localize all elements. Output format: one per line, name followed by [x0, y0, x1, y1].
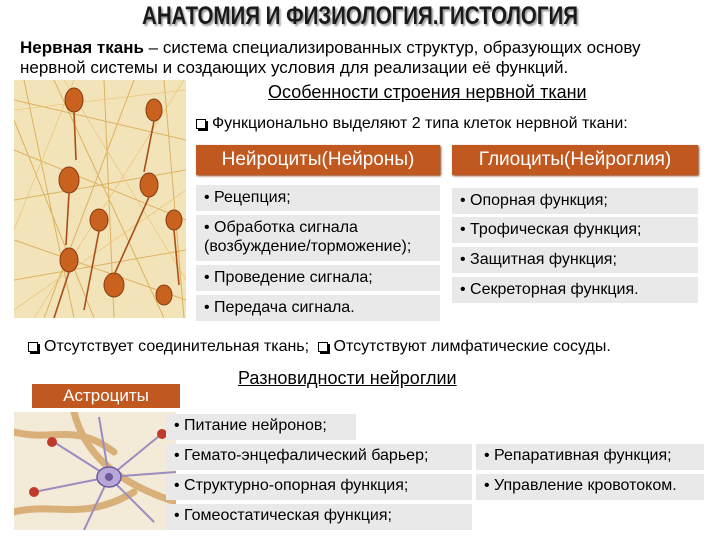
- checkbox-bullet-icon: [28, 342, 38, 352]
- page-title: АНАТОМИЯ И ФИЗИОЛОГИЯ.ГИСТОЛОГИЯ: [142, 2, 578, 30]
- astro-function-5: • Репаративная функция;: [476, 444, 704, 470]
- glia-function-4: • Секреторная функция.: [452, 277, 698, 303]
- astrocyte-image: [14, 412, 176, 530]
- astro-function-2: • Гемато-энцефалический барьер;: [166, 444, 472, 470]
- neurons-header: Нейроциты(Нейроны): [196, 145, 440, 175]
- neuron-function-1: • Рецепция;: [196, 185, 440, 211]
- astro-function-1: • Питание нейронов;: [166, 414, 356, 440]
- astrocytes-label: Астроциты: [32, 384, 180, 408]
- checkbox-bullet-icon: [318, 342, 328, 352]
- section-structure-title: Особенности строения нервной ткани: [268, 82, 587, 102]
- absent-structures-line: [28, 338, 718, 356]
- glia-function-3: • Защитная функция;: [452, 247, 698, 273]
- glia-function-2: • Трофическая функция;: [452, 217, 698, 243]
- section-neuroglia-types-title: Разновидности нейроглии: [238, 368, 457, 388]
- astro-function-6: • Управление кровотоком.: [476, 474, 704, 500]
- cell-types-line: [196, 115, 628, 133]
- absent-connective-text: Отсутствует соединительная ткань;: [44, 338, 310, 355]
- astro-function-3: • Структурно-опорная функция;: [166, 474, 472, 500]
- intro-definition: [20, 38, 710, 78]
- neuron-function-4: • Передача сигнала.: [196, 295, 440, 321]
- neuron-micrograph-image: [14, 80, 186, 318]
- glia-header: Глиоциты(Нейроглия): [452, 145, 698, 175]
- neuron-function-2: • Обработка сигнала (возбуждение/торможение);: [196, 215, 440, 261]
- intro-term: Нервная ткань: [20, 38, 144, 57]
- glia-function-1: • Опорная функция;: [452, 188, 698, 214]
- intro-text: – система специализированных структур, образующих основу нервной системы и создающих условия для реализации её функций.: [20, 38, 641, 77]
- cell-types-text: Функционально выделяют 2 типа клеток нервной ткани:: [212, 115, 628, 132]
- absent-lymph-text: Отсутствуют лимфатические сосуды.: [333, 338, 611, 355]
- neuron-function-3: • Проведение сигнала;: [196, 265, 440, 291]
- astro-function-4: • Гомеостатическая функция;: [166, 504, 472, 530]
- checkbox-bullet-icon: [196, 119, 206, 129]
